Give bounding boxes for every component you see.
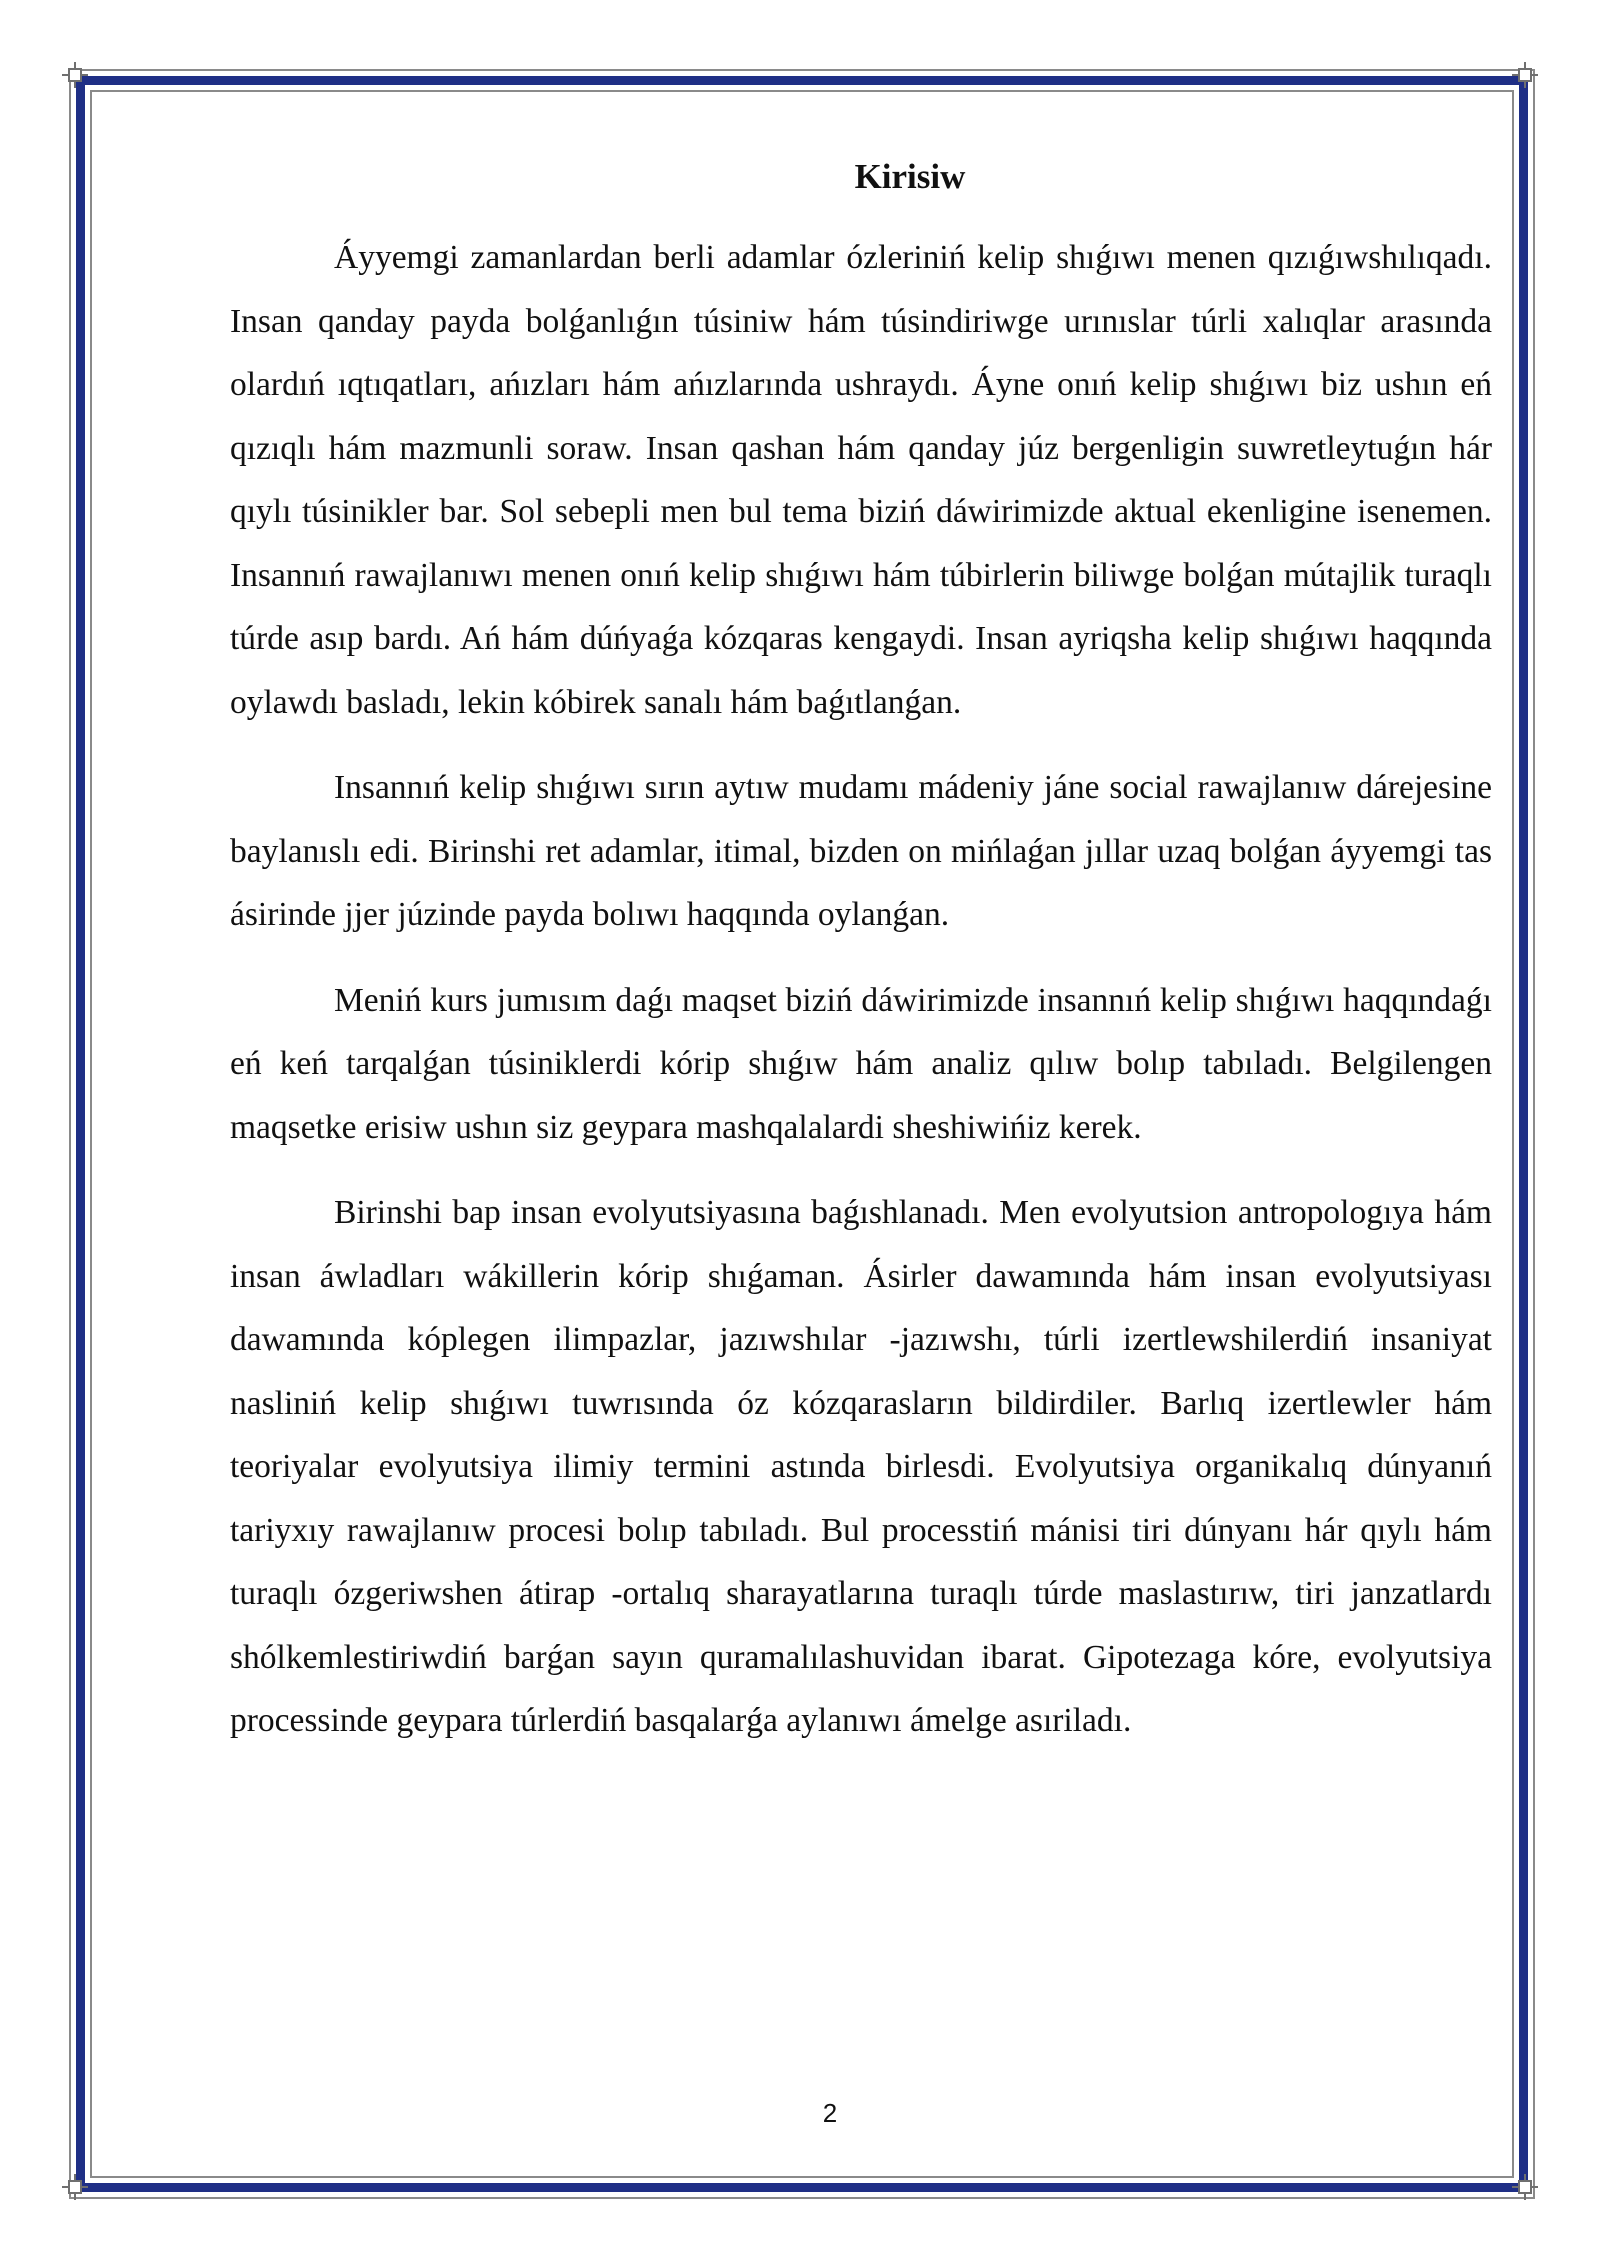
page-title: Kirisiw — [854, 157, 966, 196]
paragraph-2: Insannıń kelip shıǵıwı sırın aytıw mudamı mádeniy jáne social rawajlanıw dárejesine baylanıslı edi. Birinshi ret adamlar, itimal, bizden on mińlaǵan jıllar uzaq bolǵan áyyemgi tas ásirinde jjer júzinde payda bolıwı haqqında oylanǵan. — [230, 769, 1492, 933]
page-number: 2 — [822, 2098, 838, 2128]
paragraph-1: Áyyemgi zamanlardan berli adamlar ózleriniń kelip shıǵıwı menen qızıǵıwshılıqadı. Insan qanday payda bolǵanlıǵın túsiniw hám túsindiriwge urınıslar túrli xalıqlar arasında olardıń ıqtıqatları, ańızları hám ańızlarında ushraydı. Áyne onıń kelip shıǵıwı biz ushın eń qızıqlı hám mazmunli soraw. Insan qashan hám qanday júz bergenligin suwretleytuǵın hár qıylı túsinikler bar. Sol sebepli men bul tema biziń dáwirimizde aktual ekenligine isenemen. Insannıń rawajlanıwı menen onıń kelip shıǵıwı hám túbirlerin biliwge bolǵan mútajlik turaqlı túrde asıp bardı. Ań hám dúńyaǵa kózqaras kengaydi. Insan ayriqsha kelip shıǵıwı haqqında oylawdı basladı, lekin kóbirek sanalı hám baǵıtlanǵan. — [230, 239, 1492, 721]
paragraph-4: Birinshi bap insan evolyutsiyasına baǵıshlanadı. Men evolyutsion antropologıya hám insan áwladları wákillerin kórip shıǵaman. Ásirler dawamında hám insan evolyutsiyası dawamında kóplegen ilimpazlar, jazıwshılar -jazıwshı, túrli izertlewshilerdiń insaniyat nasliniń kelip shıǵıwı tuwrısında óz kózqarasların bildirdiler. Barlıq izertlewler hám teoriyalar evolyutsiya ilimiy termini astında birlesdi. Evolyutsiya organikalıq dúnyanıń tariyxıy rawajlanıw procesi bolıp tabıladı. Bul processtiń mánisi tiri dúnyanı hár qıylı hám turaqlı ózgeriwshen átirap -ortalıq sharayatlarına turaqlı túrde maslastırıw, tiri janzatlardı shólkemlestiriwdiń barǵan sayın quramalılashuvidan ibarat. Gipotezaga kóre, evolyutsiya processinde geypara túrlerdiń basqalarǵa aylanıwı ámelge asıriladı. — [230, 1194, 1492, 1739]
corner-ornament-top-left — [62, 62, 88, 88]
document-body — [230, 150, 1492, 1775]
corner-ornament-top-right — [1512, 62, 1538, 88]
paragraph-3: Meniń kurs jumısım daǵı maqset biziń dáwirimizde insannıń kelip shıǵıwı haqqındaǵı eń keń tarqalǵan túsiniklerdi kórip shıǵıw hám analiz qılıw bolıp tabıladı. Belgilengen maqsetke erisiw ushın siz geypara mashqalalardi sheshiwińiz kerek. — [230, 981, 1492, 1146]
corner-ornament-bottom-left — [62, 2174, 88, 2200]
corner-ornament-bottom-right — [1512, 2174, 1538, 2200]
